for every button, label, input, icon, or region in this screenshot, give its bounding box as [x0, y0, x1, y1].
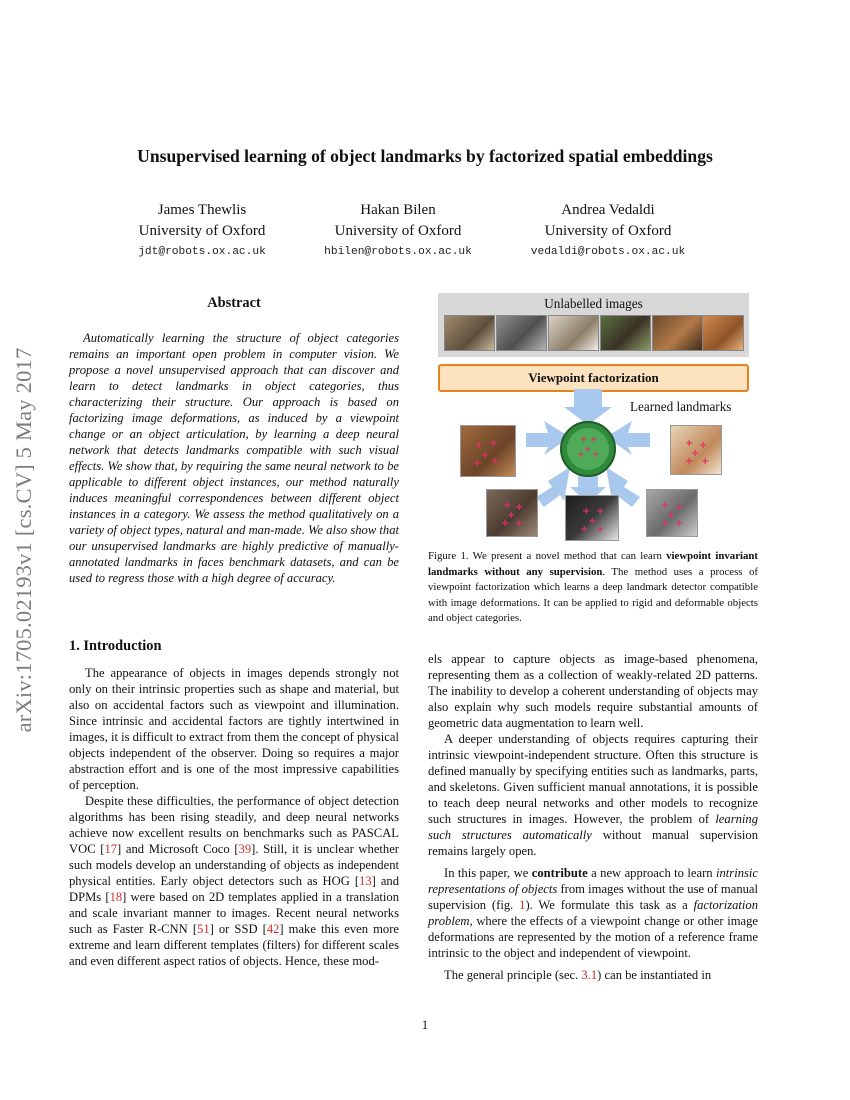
author-2: [288, 200, 508, 262]
svg-text:+: +: [503, 500, 512, 511]
section-ref-link[interactable]: 3.1: [581, 968, 598, 982]
paragraph: [428, 865, 758, 961]
introduction-heading: 1. Introduction: [69, 638, 162, 654]
text: a new approach to learn: [587, 866, 717, 880]
figure-1: [438, 293, 750, 535]
svg-text:+: +: [667, 510, 676, 521]
landmark-result-image: [565, 495, 619, 541]
text: ] and DPMs [: [69, 874, 399, 904]
author-affiliation: University of Oxford: [544, 223, 672, 239]
abstract-text: Automatically learning the structure of object categories remains an important open problem in computer vision. We propose a novel unsupervised approach that can discover and learn to detect landmarks in object categories, thus characterizing their structure. Our approach is based on factorizing image deformations, as induced by a viewpoint change or an object articulation, by learning a deep neural network that detects landmarks compatible with such visual effects. We show that, by requiring the same neural network to be applicable to different object instances, our method naturally induces meaningful correspondences between different object instances in a category. We assess the method qualitatively on a variety of object types, natural and man-made. We also show that our unsupervised landmarks are highly predictive of manually-annotated landmarks in faces benchmark datasets, and can be used to regress those with a high degree of accuracy.: [69, 331, 399, 585]
citation-link[interactable]: 17: [104, 842, 118, 856]
down-arrow-icon: [564, 389, 612, 425]
landmark-result-image: [670, 425, 722, 475]
svg-text:+: +: [596, 506, 605, 517]
svg-text:+: +: [685, 438, 694, 449]
cat-thumbnail: [702, 315, 744, 351]
svg-text:+: +: [580, 524, 589, 535]
svg-text:+: +: [501, 518, 510, 529]
paper-title: Unsupervised learning of object landmarks by factorized spatial embeddings: [137, 146, 713, 166]
text: ) can be instantiated in: [597, 968, 712, 982]
text: A deeper understanding of objects requires capturing their intrinsic viewpoint-independent structure. Often this structure is defined manually by specifying entities such as landmarks, parts, and skeletons. Given sufficient manual annotations, it is possible to teach deep neural networks and other models to recognize such structures in images. However, the problem of: [428, 732, 758, 826]
text: ] make this even more extreme and learn different templates (filters) for different scales and even different aspect ratios of objects. Hence, these mod-: [69, 922, 399, 968]
svg-text:+: +: [582, 506, 591, 517]
text: ] and Microsoft Coco [: [117, 842, 239, 856]
cat-thumbnail: [496, 315, 547, 351]
paragraph: The appearance of objects in images depends strongly not only on their intrinsic properties such as shape and material, but also on accidental factors such as viewpoint and illumination. Since intrinsic and accidental factors are tightly intertwined in images, it is difficult to extract from them the concept of physical objects independent of the observer. Doing so requires a major abstraction effort and is one of the most impressive capabilities of perception.: [69, 666, 399, 792]
svg-text:+: +: [491, 456, 500, 467]
svg-text:+: +: [590, 435, 598, 445]
text: Despite these difficulties, the performance of object detection algorithms has been rising steadily, and deep neural networks achieve now excellent results on benchmarks such as PASCAL VOC [: [69, 794, 399, 856]
cat-thumbnail: [652, 315, 703, 351]
caption-text: We present a novel method that can learn: [468, 550, 667, 562]
emphasis: intrinsic representations of objects: [428, 866, 758, 896]
text: , where the effects of a viewpoint change or other image deformations are represented by the motion of a reference frame intrinsic to the object and independent of viewpoint.: [428, 914, 758, 960]
author-affiliation: University of Oxford: [138, 223, 266, 239]
svg-text:+: +: [507, 510, 516, 521]
svg-text:+: +: [699, 440, 708, 451]
author-name: Hakan Bilen: [360, 202, 436, 218]
caption-bold: viewpoint invariant landmarks without any supervision: [428, 550, 758, 578]
caption-text: . The method uses a process of viewpoint factorization which learns a deep landmark detector compatible with image deformations. It can be applied to rigid and deformable objects and object categories.: [428, 565, 758, 624]
svg-text:+: +: [481, 450, 490, 461]
text: ). We formulate this task as a: [525, 898, 694, 912]
svg-text:+: +: [473, 458, 482, 469]
strong: contribute: [531, 866, 588, 880]
figure-ref-link[interactable]: 1: [519, 898, 526, 912]
arxiv-stamp: [4, 300, 44, 780]
svg-text:+: +: [661, 518, 670, 529]
svg-text:+: +: [596, 524, 605, 535]
author-email[interactable]: vedaldi@robots.ox.ac.uk: [530, 246, 686, 258]
citation-link[interactable]: 51: [197, 922, 210, 936]
svg-text:+: +: [584, 445, 592, 455]
svg-text:+: +: [661, 500, 670, 511]
text: ] were based on 2D templates applied in a translation and scale invariant manner to images. Recent neural networks such as Faster R-CNN [: [69, 890, 399, 936]
author-3: [498, 200, 718, 262]
paragraph: els appear to capture objects as image-based phenomena, representing them as a collection of weakly-related 2D patterns. The inability to develop a coherent understanding of objects may also explain why such models require substantial amounts of geometric data augmentation to learn well.: [428, 652, 758, 730]
cat-thumbnail: [444, 315, 495, 351]
cat-thumbnail: [600, 315, 651, 351]
landmark-result-image: [646, 489, 698, 537]
svg-text:+: +: [475, 440, 484, 451]
svg-text:+: +: [675, 518, 684, 529]
text: ] or SSD [: [209, 922, 267, 936]
citation-link[interactable]: 18: [109, 890, 123, 904]
paragraph: [69, 793, 399, 969]
svg-text:+: +: [489, 438, 498, 449]
viewpoint-factorization-box: Viewpoint factorization: [438, 364, 749, 392]
landmark-result-image: [460, 425, 516, 477]
arxiv-id[interactable]: arXiv:1705.02193v1 [cs.CV] 5 May 2017: [11, 347, 36, 733]
cat-thumbnail: [548, 315, 599, 351]
citation-link[interactable]: 42: [266, 922, 280, 936]
text: The general principle (sec.: [444, 968, 582, 982]
abstract-body: [69, 330, 399, 586]
author-name: James Thewlis: [157, 202, 247, 218]
svg-text:+: +: [577, 450, 585, 460]
text: In this paper, we: [444, 866, 532, 880]
author-1: [92, 200, 312, 262]
author-email[interactable]: hbilen@robots.ox.ac.uk: [324, 246, 472, 258]
text: ]. Still, it is unclear whether such models develop an understanding of objects as independent physical entities. Early object detectors such as HOG [: [69, 842, 399, 888]
learned-landmarks-label: Learned landmarks: [630, 399, 732, 414]
emphasis: learning such structures automatically: [428, 812, 758, 842]
introduction-left-column: [69, 665, 399, 969]
svg-text:+: +: [515, 518, 524, 529]
svg-text:+: +: [592, 450, 600, 460]
text: without manual supervision remains largely open.: [428, 828, 758, 858]
svg-text:+: +: [691, 448, 700, 459]
citation-link[interactable]: 39: [238, 842, 252, 856]
abstract-heading: Abstract: [207, 295, 261, 311]
svg-text:+: +: [685, 456, 694, 467]
author-name: Andrea Vedaldi: [561, 202, 655, 218]
svg-text:+: +: [675, 502, 684, 513]
emphasis: factorization problem: [428, 898, 758, 928]
citation-link[interactable]: 13: [359, 874, 372, 888]
author-affiliation: University of Oxford: [334, 223, 462, 239]
author-email[interactable]: jdt@robots.ox.ac.uk: [138, 246, 266, 258]
text: from images without the use of manual supervision (fig.: [428, 882, 759, 912]
landmark-result-image: [486, 489, 538, 537]
page-number: 1: [421, 1018, 429, 1032]
svg-text:+: +: [701, 456, 710, 467]
unlabelled-images-label: Unlabelled images: [544, 296, 643, 311]
caption-label: Figure 1.: [428, 550, 469, 562]
svg-text:+: +: [588, 516, 597, 527]
paragraph: [428, 731, 758, 859]
svg-text:+: +: [580, 435, 588, 445]
svg-text:+: +: [515, 502, 524, 513]
introduction-right-column: [428, 651, 758, 983]
figure-caption: [428, 549, 758, 627]
paragraph: [428, 967, 758, 983]
